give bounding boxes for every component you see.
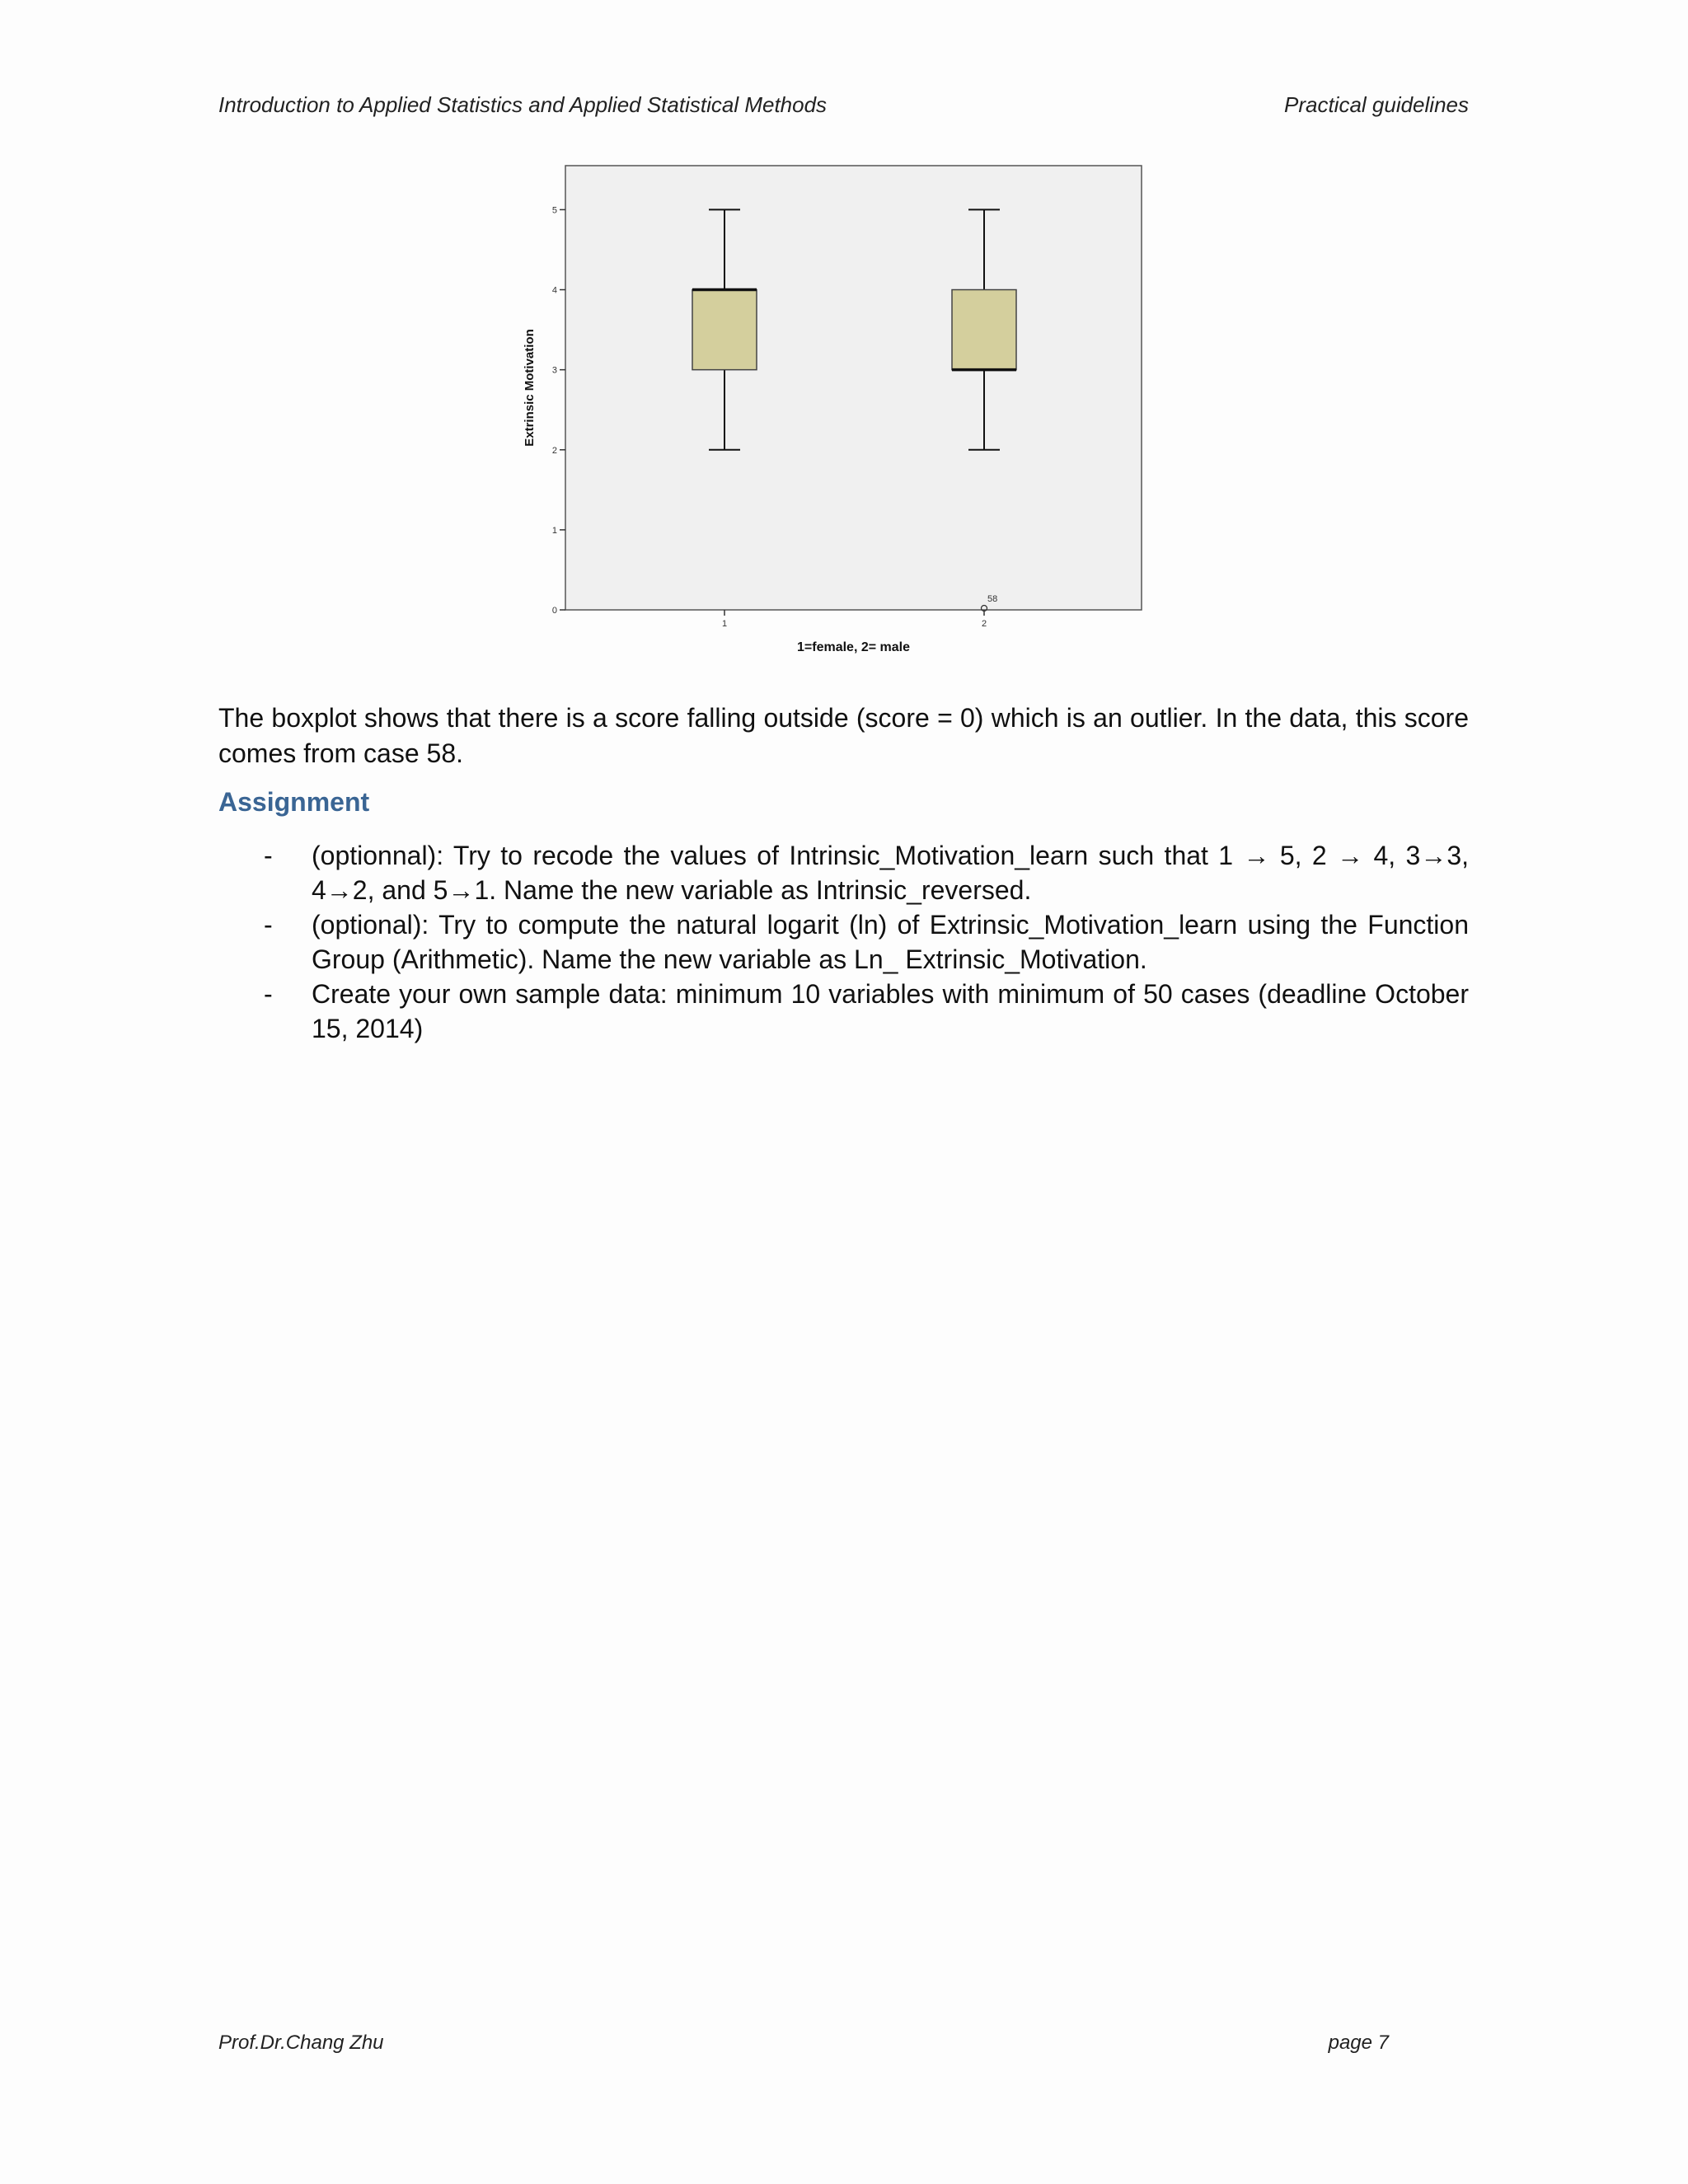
box [692, 290, 757, 370]
list-item [218, 977, 1469, 1046]
list-item [218, 838, 1469, 907]
x-tick-label: 2 [981, 619, 987, 629]
outlier-label: 58 [987, 594, 998, 604]
bullet-marker: - [264, 841, 273, 870]
y-tick-label: 1 [551, 525, 557, 536]
header-course-title: Introduction to Applied Statistics and Applied Statistical Methods [218, 92, 828, 117]
boxplot-figure [511, 157, 1154, 668]
boxplot-explanation: The boxplot shows that there is a score falling outside (score = 0) which is an outlier. In the data, this score comes from case 58. [218, 703, 1469, 768]
footer-page-number: page 7 [1328, 2032, 1389, 2054]
x-axis-label: 1=female, 2= male [797, 640, 910, 654]
boxplot-chart [511, 157, 1154, 668]
x-tick-label: 1 [721, 619, 728, 629]
assignment-item-text: Create your own sample data: minimum 10 variables with minimum of 50 cases (deadline October 15, 2014) [312, 979, 1469, 1043]
box [952, 290, 1016, 370]
header-section-title: Practical guidelines [1283, 92, 1469, 117]
assignment-list [218, 838, 1469, 1046]
assignment-heading: Assignment [218, 787, 370, 817]
y-tick-label: 3 [551, 365, 557, 376]
y-tick-label: 2 [551, 445, 557, 456]
assignment-item-text: (optionnal): Try to recode the values of Intrinsic_Motivation_learn such that 1 → 5, 2 → 4, 3→3, 4→2, and 5→1. Name the new variable as Intrinsic_reversed. [312, 841, 1469, 905]
assignment-item-text: (optional): Try to compute the natural logarit (ln) of Extrinsic_Motivation_learn using the Function Group (Arithmetic). Name the new variable as Ln_ Extrinsic_Motivation. [312, 910, 1469, 974]
y-tick-label: 5 [551, 205, 557, 216]
plot-area [565, 166, 1142, 610]
footer-author: Prof.Dr.Chang Zhu [218, 2032, 384, 2054]
bullet-marker: - [264, 979, 273, 1009]
list-item [218, 907, 1469, 977]
y-tick-label: 4 [551, 285, 557, 296]
y-axis-label: Extrinsic Motivation [523, 329, 537, 447]
y-tick-label: 0 [551, 606, 557, 616]
bullet-marker: - [264, 910, 273, 940]
